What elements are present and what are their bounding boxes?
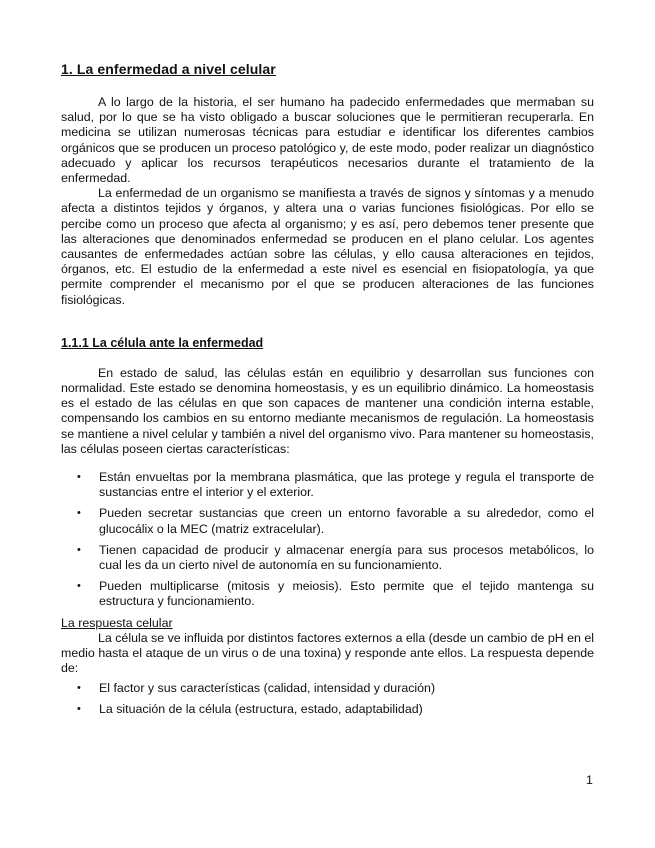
list-item-text: Pueden multiplicarse (mitosis y meiosis). Esto permite que el tejido mantenga su estructura y funcionamiento. xyxy=(99,579,594,609)
list-item-text: Tienen capacidad de producir y almacenar energía para sus procesos metabólicos, lo cual les da un cierto nivel de autonomía en su funcionamiento. xyxy=(99,542,594,573)
list-item xyxy=(61,506,594,536)
bullet-icon: • xyxy=(77,702,81,715)
bullet-icon: • xyxy=(77,507,81,520)
bullet-icon: • xyxy=(77,681,81,694)
bullet-icon: • xyxy=(77,471,81,484)
disease-paragraph: La enfermedad de un organismo se manifiesta a través de signos y síntomas y a menudo afecta a distintos tejidos y órganos, y altera una o varias funciones fisiológicas. Por ello se percibe como un proceso que afecta al organismo; y es así, pero debemos tener presente que las alteraciones que denominados enfermedad se producen en el plano celular. Los agentes causantes de enfermedades actúan sobre las células, y ello causa alteraciones en tejidos, órganos, etc. El estudio de la enfermedad a este nivel es esencial en fisiopatología, ya que permite comprender el mecanismo por el que se producen alteraciones de las funciones fisiológicas. xyxy=(61,186,594,307)
list-item xyxy=(61,702,594,717)
list-item-text: La situación de la célula (estructura, estado, adaptabilidad) xyxy=(99,701,423,716)
cell-response-heading: La respuesta celular xyxy=(61,615,173,630)
section-title: 1. La enfermedad a nivel celular xyxy=(61,61,276,77)
cell-response-paragraph: La célula se ve influida por distintos factores externos a ella (desde un cambio de pH en el medio hasta el ataque de un virus o de una toxina) y responde ante ellos. La respuesta depende de: xyxy=(61,630,594,676)
list-item xyxy=(61,579,594,609)
homeostasis-paragraph: En estado de salud, las células están en equilibrio y desarrollan sus funciones con normalidad. Este estado se denomina homeostasis, y es un equilibrio dinámico. La homeostasis es el estado de las células en que son capaces de mantener una condición interna estable, compensando los cambios en su entorno mediante mecanismos de regulación. La homeostasis se mantiene a nivel celular y también a nivel del organismo vivo. Para mantener su homeostasis, las células poseen ciertas características: xyxy=(61,365,594,456)
characteristics-list xyxy=(61,470,594,610)
bullet-icon: • xyxy=(77,580,81,593)
list-item-text: Pueden secretar sustancias que creen un entorno favorable a su alrededor, como el glucocálix o la MEC (matriz extracelular). xyxy=(99,506,594,536)
subsection-title: 1.1.1 La célula ante la enfermedad xyxy=(61,335,264,350)
bullet-icon: • xyxy=(77,543,81,556)
response-factors-list xyxy=(61,681,594,717)
list-item-text: El factor y sus características (calidad, intensidad y duración) xyxy=(99,680,436,695)
list-item xyxy=(61,543,594,573)
page-number: 1 xyxy=(586,773,593,787)
list-item xyxy=(61,470,594,500)
intro-paragraph: A lo largo de la historia, el ser humano ha padecido enfermedades que mermaban su salud, por lo que se ha visto obligado a buscar soluciones que le permitieran recuperarla. En medicina se utilizan numerosas técnicas para estudiar e identificar los diferentes cambios orgánicos que se producen un proceso patológico y, de este modo, poder realizar un diagnóstico adecuado y aplicar los recursos terapéuticos necesarios durante el tratamiento de la enfermedad. xyxy=(61,95,594,186)
list-item-text: Están envueltas por la membrana plasmática, que las protege y regula el transporte de sustancias entre el interior y el exterior. xyxy=(99,470,594,500)
list-item xyxy=(61,681,594,696)
page-content xyxy=(61,61,594,723)
